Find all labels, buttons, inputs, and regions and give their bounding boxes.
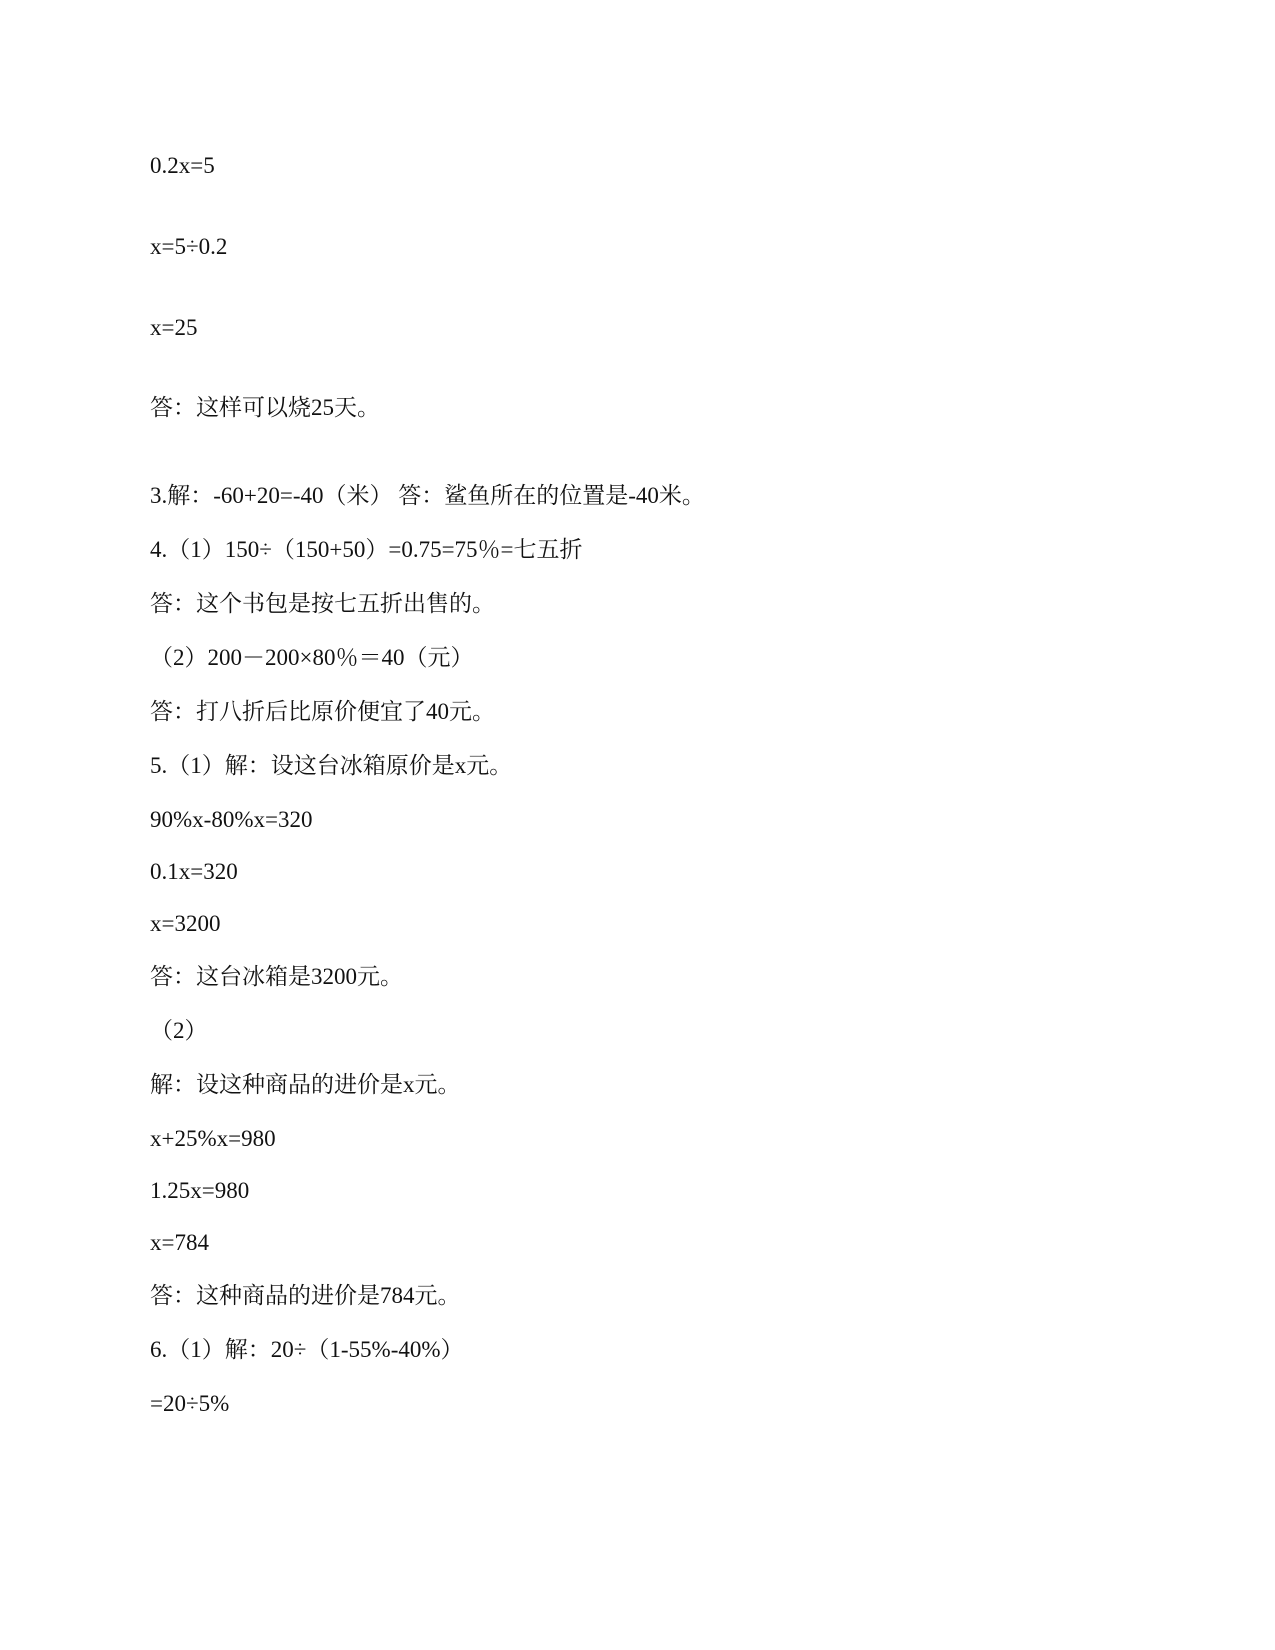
question-4-line: 4.（1）150÷（150+50）=0.75=75％=七五折 <box>150 537 583 562</box>
text-line: x+25%x=980 <box>150 1126 276 1151</box>
text-line: 0.2x=5 <box>150 153 215 178</box>
question-5-line: 5.（1）解：设这台冰箱原价是x元。 <box>150 753 513 778</box>
text-line: x=25 <box>150 315 198 340</box>
answer-line: 答：这样可以烧25天。 <box>150 395 380 420</box>
answer-line: 答：打八折后比原价便宜了40元。 <box>150 699 495 724</box>
text-line: （2）200－200×80％＝40（元） <box>150 645 474 670</box>
text-line: x=5÷0.2 <box>150 234 228 259</box>
text-line: =20÷5% <box>150 1391 230 1416</box>
text-line: （2） <box>150 1018 208 1043</box>
question-6-line: 6.（1）解：20÷（1-55%-40%） <box>150 1337 464 1362</box>
text-line: x=784 <box>150 1230 209 1255</box>
text-line: 解：设这种商品的进价是x元。 <box>150 1072 461 1097</box>
answer-line: 答：这台冰箱是3200元。 <box>150 964 403 989</box>
text-line: x=3200 <box>150 911 221 936</box>
answer-line: 答：这个书包是按七五折出售的。 <box>150 591 495 616</box>
question-3-line: 3.解：-60+20=-40（米） 答：鲨鱼所在的位置是-40米。 <box>150 483 705 508</box>
answer-line: 答：这种商品的进价是784元。 <box>150 1283 461 1308</box>
text-line: 0.1x=320 <box>150 859 238 884</box>
text-line: 90%x-80%x=320 <box>150 807 313 832</box>
text-line: 1.25x=980 <box>150 1178 250 1203</box>
